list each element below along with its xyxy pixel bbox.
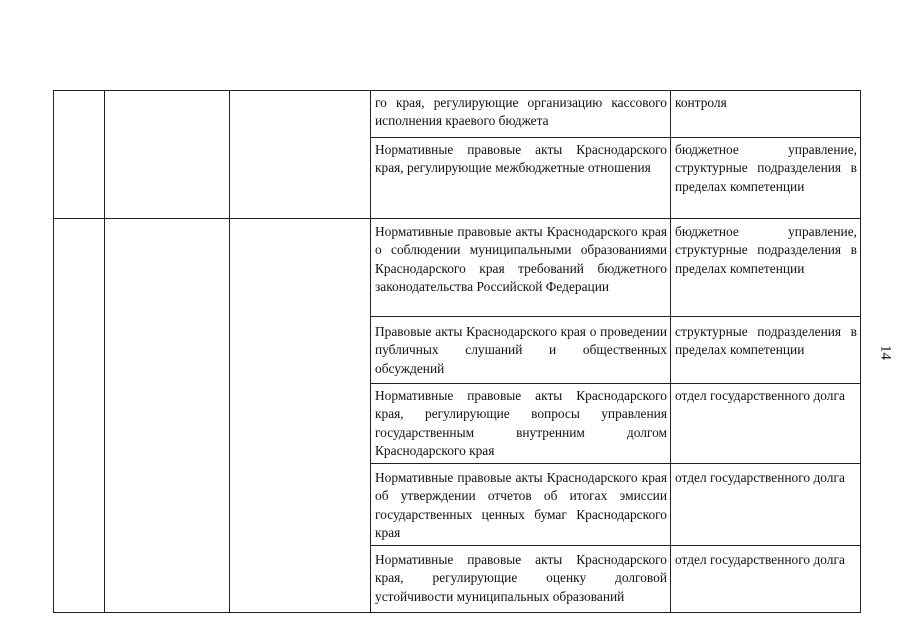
act-cell: Нормативные правовые акты Краснодарского края о соблюдении муниципальными образованиями Краснодарского края требований бюджетного законодательства Российской Федерации [375, 224, 667, 295]
act-cell: Нормативные правовые акты Краснодарского края, регулирующие оценку долговой устойчивости муниципальных образований [375, 552, 667, 604]
table-top-border [53, 90, 861, 91]
table-bottom-border [53, 612, 861, 613]
row-divider [370, 383, 861, 384]
column-divider [370, 90, 371, 613]
row-divider [370, 545, 861, 546]
table-right-border [860, 90, 861, 613]
executor-cell: бюджетное управление, структурные подразделения в пределах компетенции [675, 224, 857, 276]
act-cell: Нормативные правовые акты Краснодарского края, регулирующие вопросы управления государственным внутренним долгом Краснодарского края [375, 388, 667, 459]
column-divider [670, 90, 671, 613]
executor-cell: отдел государственного долга [675, 388, 845, 403]
page-number: 14 [877, 345, 894, 360]
row-divider [370, 463, 861, 464]
executor-cell: отдел государственного долга [675, 470, 845, 485]
executor-cell: бюджетное управление, структурные подразделения в пределах компетенции [675, 142, 857, 194]
row-divider [370, 316, 861, 317]
act-cell: Правовые акты Краснодарского края о проведении публичных слушаний и общественных обсуждений [375, 324, 667, 376]
table-left-border [53, 90, 54, 613]
column-divider [104, 90, 105, 613]
act-cell: го края, регулирующие организацию кассового исполнения краевого бюджета [375, 95, 667, 129]
column-divider [229, 90, 230, 613]
act-cell: Нормативные правовые акты Краснодарского края, регулирующие межбюджетные отношения [375, 142, 667, 176]
row-divider [370, 137, 861, 138]
executor-cell: отдел государственного долга [675, 552, 845, 567]
executor-cell: контроля [675, 95, 727, 110]
act-cell: Нормативные правовые акты Краснодарского края об утверждении отчетов об итогах эмиссии государственных ценных бумаг Краснодарского края [375, 470, 667, 541]
row-group-divider [53, 218, 861, 219]
executor-cell: структурные подразделения в пределах компетенции [675, 324, 857, 358]
